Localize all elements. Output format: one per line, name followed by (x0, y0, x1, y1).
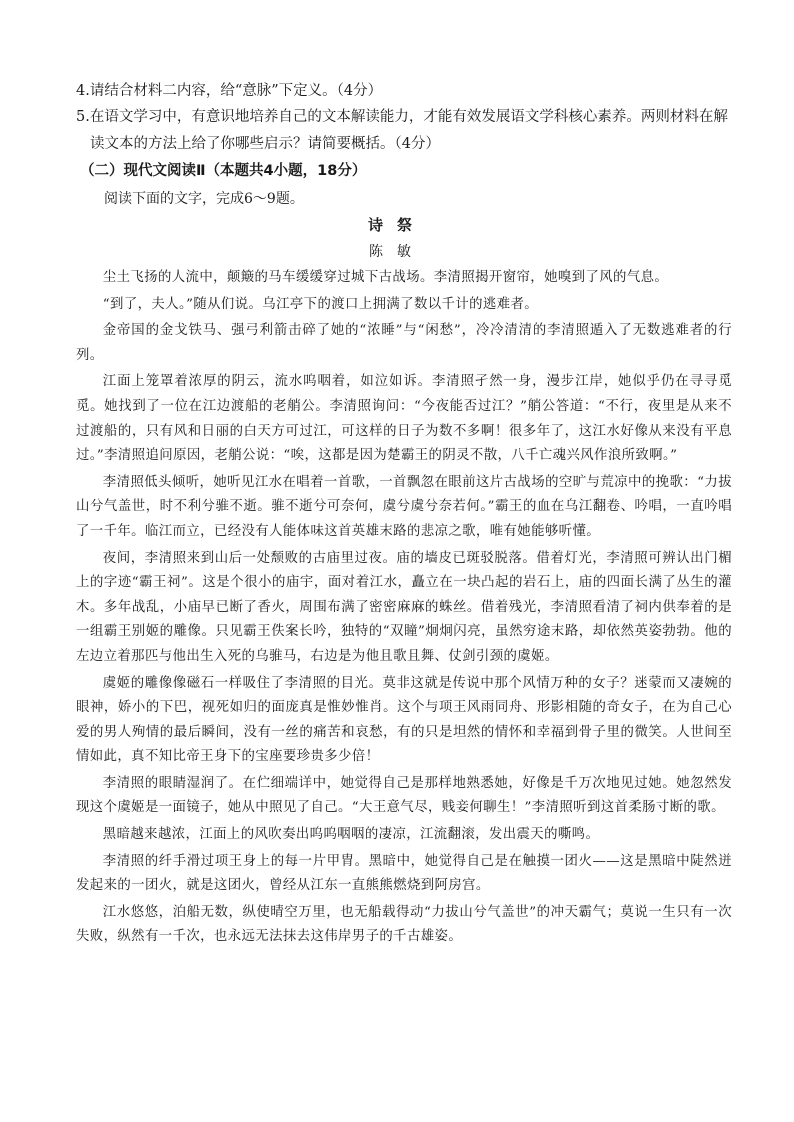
paragraph: 李清照低头倾听，她听见江水在唱着一首歌，一首飘忽在眼前这片古战场的空旷与荒凉中的挽歌：“力拔山兮气盖世，时不利兮骓不逝。骓不逝兮可奈何，虞兮虞兮奈若何。”霸王的血在乌江翻卷、吟唱，一直吟唱了一千年。临江而立，已经没有人能体味这首英雄末路的悲凉之歌，唯有她能够听懂。 (76, 474, 732, 539)
question-5-text: 5.在语文学习中，有意识地培养自己的文本解读能力，才能有效发展语文学科核心素养。两则材料在解读文本的方法上给了你哪些启示？请简要概括。（4分） (76, 109, 728, 152)
paragraph: 李清照的眼睛湿润了。在伫细端详中，她觉得自己是那样地熟悉她，好像是千万次地见过她。她忽然发现这个虞姬是一面镜子，她从中照见了自己。“大王意气尽，贱妾何聊生！”李清照听到这首柔肠寸断的歌。 (76, 775, 732, 816)
paragraph: 江水悠悠，泊船无数，纵使晴空万里，也无船载得动“力拔山兮气盖世”的冲天霸气；莫说一生只有一次失败，纵然有一千次，也永远无法抹去这伟岸男子的千古雄姿。 (76, 904, 732, 945)
article-title: 诗祭 (367, 216, 426, 234)
question-4-text: 4.请结合材料二内容，给“意脉”下定义。（4分） (76, 83, 383, 99)
paragraph: 李清照的纤手滑过项王身上的每一片甲胄。黑暗中，她觉得自己是在触摸一团火——这是黑暗中陡然迸发起来的一团火，就是这团火，曾经从江东一直熊熊燃烧到阿房宫。 (76, 853, 732, 894)
paragraph: 尘土飞扬的人流中，颠簸的马车缓缓穿过城下古战场。李清照揭开窗帘，她嗅到了风的气息。 (102, 270, 669, 285)
paragraph: 虞姬的雕像像磁石一样吸住了李清照的目光。莫非这就是传说中那个风情万种的女子？迷蒙而又凄婉的眼神，娇小的下巴，视死如归的面庞真是惟妙惟肖。这个与项王风雨同舟、形影相随的奇女子，在为自己心爱的男人殉情的最后瞬间，没有一丝的痛苦和哀愁，有的只是坦然的情怀和幸福到骨子里的微笑。人世间至情如此，真不知比帝王身下的宝座要珍贵多少倍！ (76, 675, 732, 765)
question-5 (76, 104, 728, 158)
article-author: 陈敏 (369, 244, 425, 260)
reading-instruction: 阅读下面的文字，完成6～9题。 (104, 191, 304, 207)
paragraph: 夜间，李清照来到山后一处颓败的古庙里过夜。庙的墙皮已斑驳脱落。借着灯光，李清照可辨认出门楣上的字迹“霸王祠”。这是个很小的庙宇，面对着江水，矗立在一块凸起的岩石上，庙的四面长满了丛生的灌木。多年战乱，小庙早已断了香火，周围布满了密密麻麻的蛛丝。借着残光，李清照看清了祠内供奉着的是一组霸王别姬的雕像。只见霸王佚案长吟，独特的“双瞳”炯炯闪亮，虽然穷途末路，却依然英姿勃勃。他的左边立着那匹与他出生入死的乌骓马，右边是为他且歌且舞、仗剑引颈的虞姬。 (76, 550, 732, 664)
article-body (76, 266, 732, 952)
question-4 (76, 78, 728, 105)
paragraph: “到了，夫人。”随从们说。乌江亭下的渡口上拥满了数以千计的逃难者。 (102, 296, 539, 312)
section-heading: （二）现代文阅读Ⅱ（本题共4小题，18分） (80, 163, 367, 179)
paragraph: 黑暗越来越浓，江面上的风吹奏出呜呜咽咽的凄凉，江流翻滚，发出震天的嘶鸣。 (102, 827, 600, 843)
paragraph: 金帝国的金戈铁马、强弓利箭击碎了她的“浓睡”与“闲愁”，冷冷清清的李清照遁入了无数逃难者的行列。 (76, 323, 732, 363)
paragraph: 江面上笼罩着浓厚的阴云，流水呜咽着，如泣如诉。李清照孑然一身，漫步江岸，她似乎仍在寻寻觅觅。她找到了一位在江边渡船的老艄公。李清照询问：“今夜能否过江？”艄公答道：“不行，夜里是从来不过渡船的，只有风和日丽的白天方可过江，可这样的日子为数不多啊！很多年了，这江水好像从来没有平息过。”李清照追问原因，老艄公说：“唉，这都是因为楚霸王的阴灵不散，八千亡魂兴风作浪所致啊。” (76, 374, 732, 464)
